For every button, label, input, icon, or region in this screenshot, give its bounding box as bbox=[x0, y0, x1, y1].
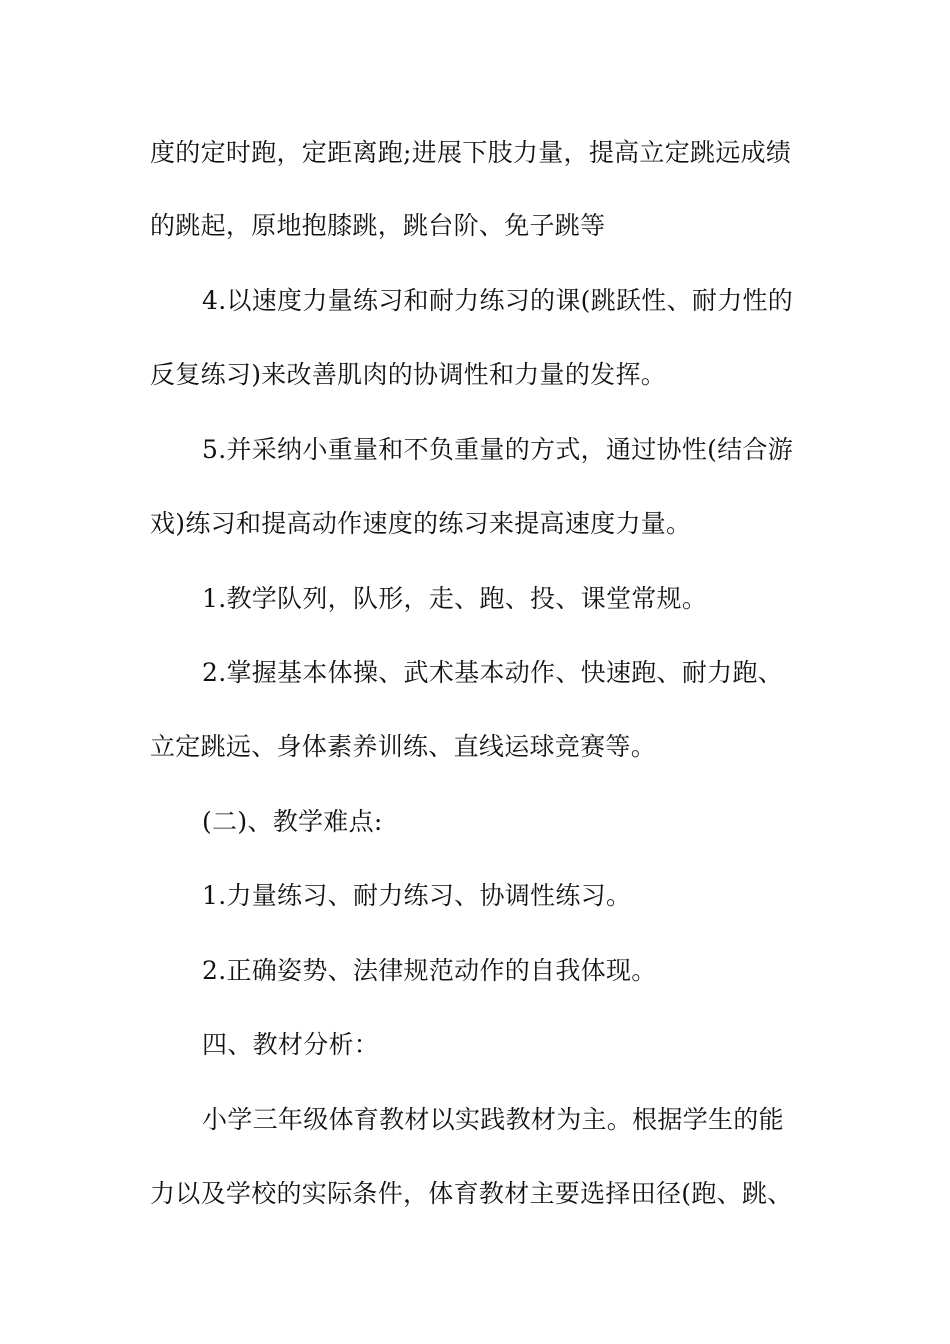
text-line: 5.并采纳小重量和不负重量的方式，通过协性(结合游 bbox=[202, 435, 794, 464]
section-heading: (二)、教学难点: bbox=[202, 807, 383, 836]
text-line: 度的定时跑，定距离跑;进展下肢力量，提高立定跳远成绩 bbox=[150, 138, 792, 167]
text-line: 2.掌握基本体操、武术基本动作、快速跑、耐力跑、 bbox=[202, 658, 784, 687]
text-line: 反复练习)来改善肌肉的协调性和力量的发挥。 bbox=[150, 360, 667, 389]
text-line: 4.以速度力量练习和耐力练习的课(跳跃性、耐力性的 bbox=[202, 286, 794, 315]
text-line: 小学三年级体育教材以实践教材为主。根据学生的能 bbox=[202, 1105, 784, 1134]
text-line: 戏)练习和提高动作速度的练习来提高速度力量。 bbox=[150, 509, 692, 538]
text-line: 1.力量练习、耐力练习、协调性练习。 bbox=[202, 881, 632, 910]
text-line: 2.正确姿势、法律规范动作的自我体现。 bbox=[202, 956, 657, 985]
section-heading: 四、教材分析： bbox=[202, 1030, 380, 1059]
text-line: 力以及学校的实际条件，体育教材主要选择田径(跑、跳、 bbox=[150, 1179, 793, 1208]
text-line: 1.教学队列，队形，走、跑、投、课堂常规。 bbox=[202, 584, 708, 613]
text-line: 立定跳远、身体素养训练、直线运球竞赛等。 bbox=[150, 732, 657, 761]
text-line: 的跳起，原地抱膝跳，跳台阶、免子跳等 bbox=[150, 211, 606, 240]
